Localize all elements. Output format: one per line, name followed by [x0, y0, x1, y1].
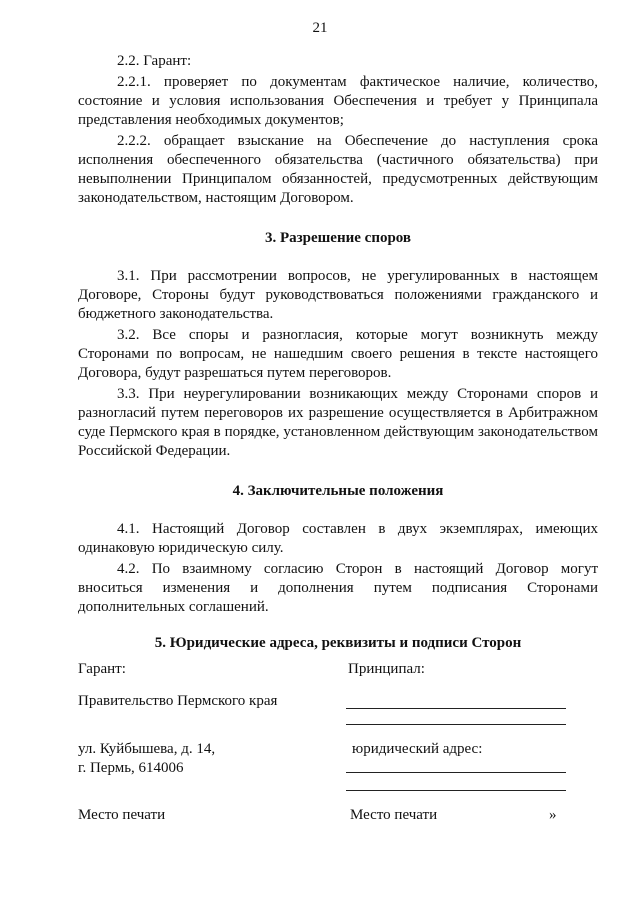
principal-address-label: юридический адрес:	[352, 741, 483, 757]
principal-name-line-2	[346, 724, 566, 725]
principal-label: Принципал:	[348, 661, 425, 677]
clause-2-2-1: 2.2.1. проверяет по документам фактическое наличие, количество, состояние и условия использования Обеспечения и требует у Принципала представления необходимых документов;	[78, 74, 598, 128]
principal-address-line-1	[346, 772, 566, 773]
section-2-2-title: 2.2. Гарант:	[117, 53, 192, 69]
clause-3-1: 3.1. При рассмотрении вопросов, не урегулированных в настоящем Договоре, Стороны будут руководствоваться положениями гражданского и бюджетного законодательства.	[78, 268, 598, 322]
guarantor-label: Гарант:	[78, 661, 126, 677]
page-number: 21	[312, 20, 328, 36]
guarantor-name: Правительство Пермского края	[78, 693, 278, 709]
section-4-heading: 4. Заключительные положения	[232, 483, 444, 499]
principal-address-line-2	[346, 790, 566, 791]
document-body	[78, 52, 598, 617]
clause-2-2-2: 2.2.2. обращает взыскание на Обеспечение до наступления срока исполнения обеспеченного обязательства (частичного обязательства) при невыполнении Принципалом обязанностей, предусмотренных действующим законодательством, настоящим Договором.	[78, 133, 598, 206]
closing-quote: »	[549, 807, 557, 823]
guarantor-address-line-2: г. Пермь, 614006	[78, 760, 184, 776]
clause-3-3: 3.3. При неурегулировании возникающих между Сторонами споров и разногласий путем переговоров их разрешение осуществляется в Арбитражном суде Пермского края в порядке, установленном действующим законодательством Российской Федерации.	[78, 386, 598, 459]
principal-seal-label: Место печати	[350, 807, 438, 823]
guarantor-address-line-1: ул. Куйбышева, д. 14,	[78, 741, 216, 757]
section-5-heading: 5. Юридические адреса, реквизиты и подписи Сторон	[154, 635, 522, 651]
guarantor-seal-label: Место печати	[78, 807, 166, 823]
clause-3-2: 3.2. Все споры и разногласия, которые могут возникнуть между Сторонами по вопросам, не нашедшим своего решения в тексте настоящего Договора, будут разрешаться путем переговоров.	[78, 327, 598, 381]
clause-4-1: 4.1. Настоящий Договор составлен в двух экземплярах, имеющих одинаковую юридическую силу.	[78, 521, 598, 556]
principal-name-line-1	[346, 708, 566, 709]
section-3-heading: 3. Разрешение споров	[264, 230, 412, 246]
clause-4-2: 4.2. По взаимному согласию Сторон в настоящий Договор могут вноситься изменения и дополнения путем подписания Сторонами дополнительных соглашений.	[78, 561, 598, 615]
